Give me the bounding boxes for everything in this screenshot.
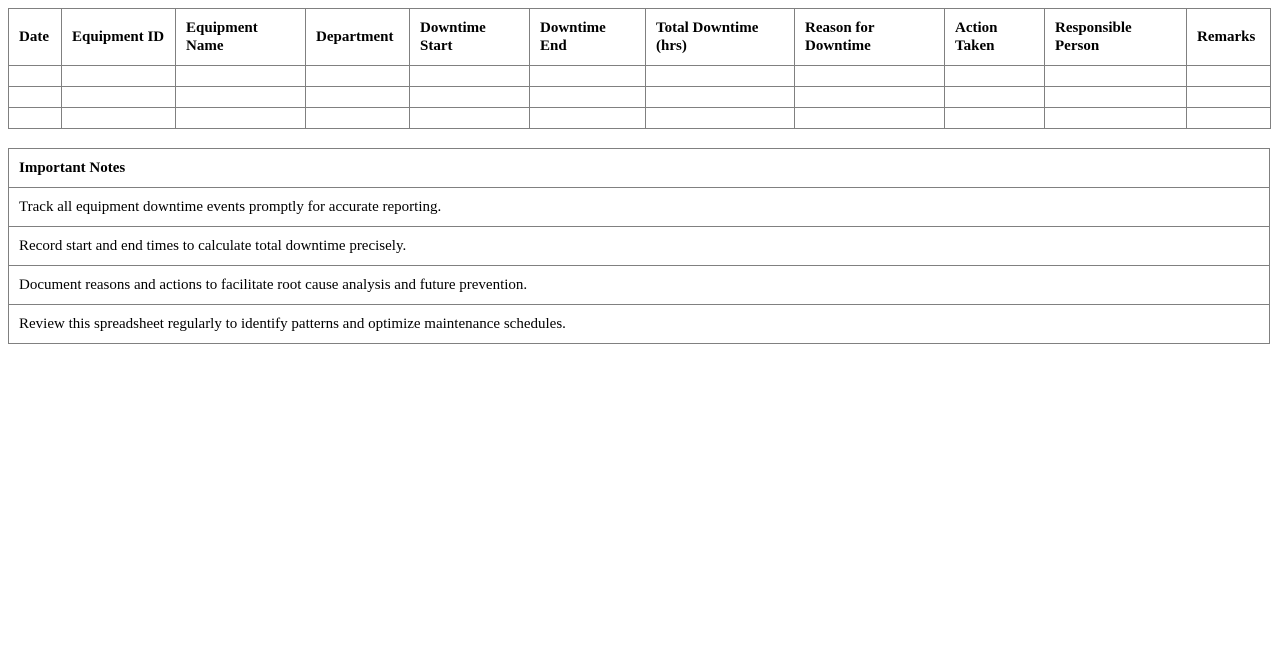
col-header-action-taken: Action Taken <box>945 9 1045 66</box>
note-item: Record start and end times to calculate total downtime precisely. <box>9 227 1270 266</box>
col-header-date: Date <box>9 9 62 66</box>
table-cell[interactable] <box>306 66 410 87</box>
table-cell[interactable] <box>176 66 306 87</box>
table-cell[interactable] <box>9 108 62 129</box>
table-cell[interactable] <box>62 66 176 87</box>
table-cell[interactable] <box>1187 87 1271 108</box>
table-cell[interactable] <box>646 87 795 108</box>
table-cell[interactable] <box>945 108 1045 129</box>
table-cell[interactable] <box>306 87 410 108</box>
table-cell[interactable] <box>9 87 62 108</box>
col-header-equipment-id: Equipment ID <box>62 9 176 66</box>
table-cell[interactable] <box>410 108 530 129</box>
table-cell[interactable] <box>410 87 530 108</box>
table-row <box>9 66 1271 87</box>
table-cell[interactable] <box>795 87 945 108</box>
col-header-total-downtime: Total Downtime (hrs) <box>646 9 795 66</box>
note-item: Review this spreadsheet regularly to identify patterns and optimize maintenance schedules. <box>9 305 1270 344</box>
important-notes-table <box>8 148 1270 344</box>
table-cell[interactable] <box>530 87 646 108</box>
table-cell[interactable] <box>176 108 306 129</box>
table-cell[interactable] <box>530 108 646 129</box>
note-row <box>9 188 1270 227</box>
table-cell[interactable] <box>9 66 62 87</box>
col-header-downtime-start: Downtime Start <box>410 9 530 66</box>
note-item: Document reasons and actions to facilitate root cause analysis and future prevention. <box>9 266 1270 305</box>
col-header-department: Department <box>306 9 410 66</box>
table-cell[interactable] <box>646 66 795 87</box>
table-row <box>9 108 1271 129</box>
page-content <box>8 8 1270 344</box>
col-header-reason: Reason for Downtime <box>795 9 945 66</box>
notes-title: Important Notes <box>9 149 1270 188</box>
table-cell[interactable] <box>410 66 530 87</box>
note-row <box>9 305 1270 344</box>
table-cell[interactable] <box>530 66 646 87</box>
header-row <box>9 9 1271 66</box>
table-cell[interactable] <box>62 108 176 129</box>
col-header-remarks: Remarks <box>1187 9 1271 66</box>
table-cell[interactable] <box>945 66 1045 87</box>
table-cell[interactable] <box>176 87 306 108</box>
table-cell[interactable] <box>1045 87 1187 108</box>
col-header-equipment-name: Equipment Name <box>176 9 306 66</box>
table-cell[interactable] <box>1187 108 1271 129</box>
table-cell[interactable] <box>1045 66 1187 87</box>
table-row <box>9 87 1271 108</box>
notes-header-row <box>9 149 1270 188</box>
note-row <box>9 227 1270 266</box>
col-header-downtime-end: Downtime End <box>530 9 646 66</box>
col-header-responsible-person: Responsible Person <box>1045 9 1187 66</box>
table-cell[interactable] <box>646 108 795 129</box>
note-item: Track all equipment downtime events promptly for accurate reporting. <box>9 188 1270 227</box>
table-cell[interactable] <box>795 66 945 87</box>
table-cell[interactable] <box>795 108 945 129</box>
downtime-log-table <box>8 8 1271 129</box>
note-row <box>9 266 1270 305</box>
table-cell[interactable] <box>945 87 1045 108</box>
table-cell[interactable] <box>1187 66 1271 87</box>
table-cell[interactable] <box>62 87 176 108</box>
table-cell[interactable] <box>1045 108 1187 129</box>
table-cell[interactable] <box>306 108 410 129</box>
